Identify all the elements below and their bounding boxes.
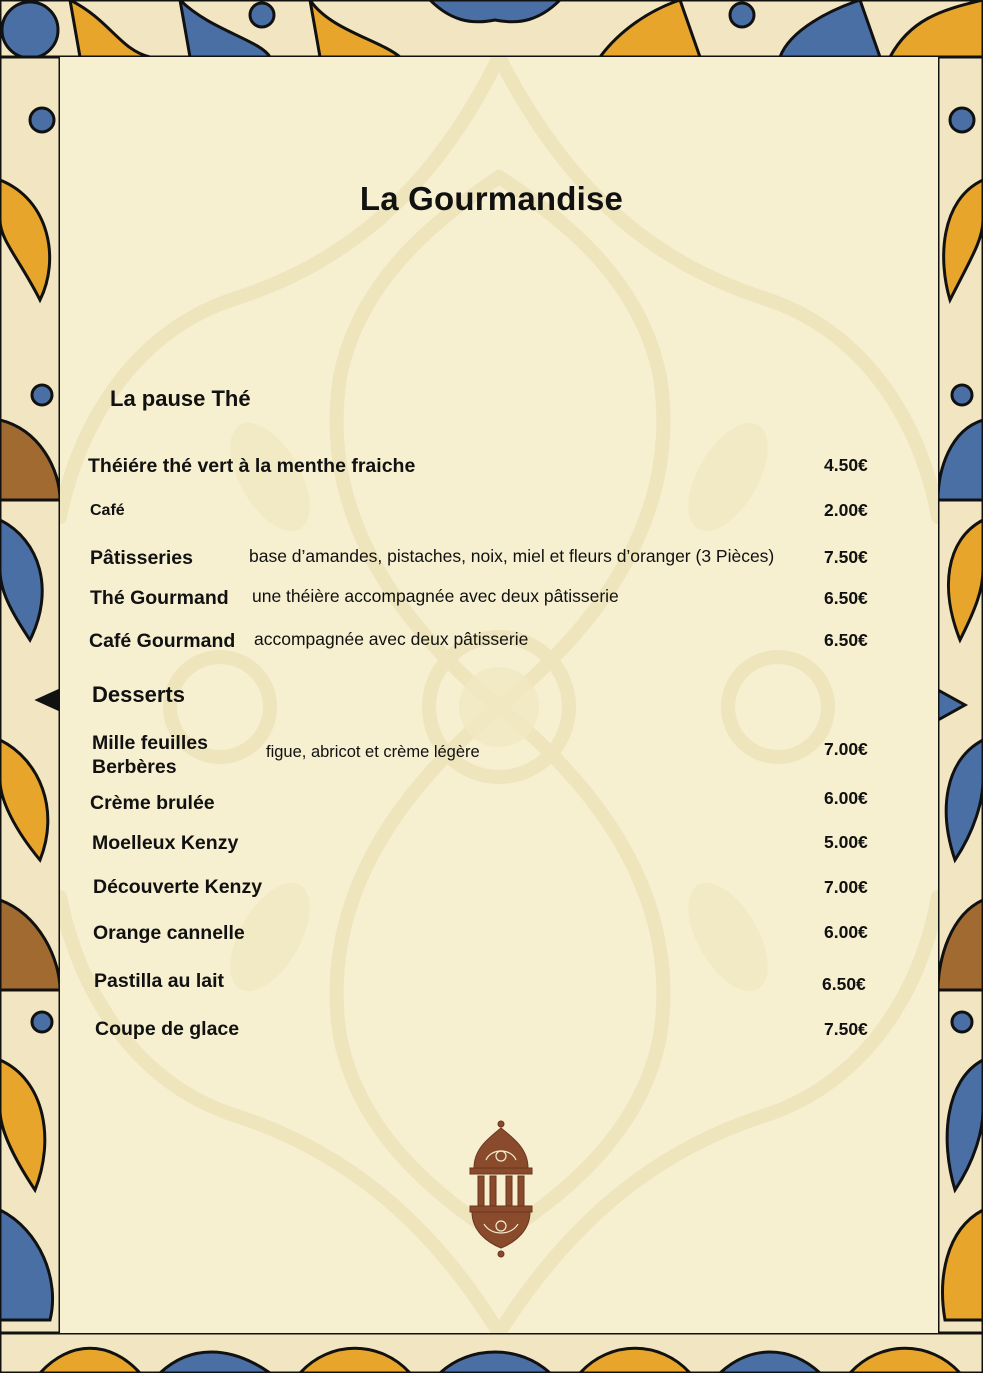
item-price: 7.00€: [824, 739, 868, 759]
item-name: Mille feuilles Berbères: [92, 732, 208, 778]
item-name: Découverte Kenzy: [93, 876, 263, 898]
item-price: 6.50€: [824, 630, 868, 650]
item-price: 7.50€: [824, 1019, 868, 1039]
item-price: 6.00€: [824, 922, 868, 942]
item-name: Orange cannelle: [93, 922, 245, 944]
section-heading-desserts: Desserts: [92, 682, 185, 707]
item-name: Théiére thé vert à la menthe fraiche: [88, 455, 416, 477]
item-description: une théière accompagnée avec deux pâtisserie: [252, 586, 619, 606]
item-price: 6.50€: [822, 974, 866, 994]
item-name: Thé Gourmand: [90, 587, 229, 609]
item-name: Pâtisseries: [90, 547, 193, 569]
section-heading-pause: La pause Thé: [110, 386, 251, 411]
item-name: Café Gourmand: [89, 630, 236, 652]
item-name: Crème brulée: [90, 792, 215, 814]
item-price: 7.50€: [824, 547, 868, 567]
item-name: Moelleux Kenzy: [92, 832, 239, 854]
item-price: 6.50€: [824, 588, 868, 608]
item-price: 6.00€: [824, 788, 868, 808]
item-description: accompagnée avec deux pâtisserie: [254, 629, 529, 649]
item-description: figue, abricot et crème légère: [266, 743, 480, 761]
lantern-icon: [466, 1120, 536, 1260]
item-price: 5.00€: [824, 832, 868, 852]
item-price: 2.00€: [824, 500, 868, 520]
item-price: 4.50€: [824, 455, 868, 475]
item-name: Pastilla au lait: [94, 970, 225, 992]
page-title: La Gourmandise: [359, 180, 624, 217]
item-name: Café: [90, 502, 125, 519]
item-price: 7.00€: [824, 877, 868, 897]
item-description: base d’amandes, pistaches, noix, miel et fleurs d’oranger (3 Pièces): [249, 546, 775, 566]
item-name: Coupe de glace: [95, 1018, 240, 1040]
